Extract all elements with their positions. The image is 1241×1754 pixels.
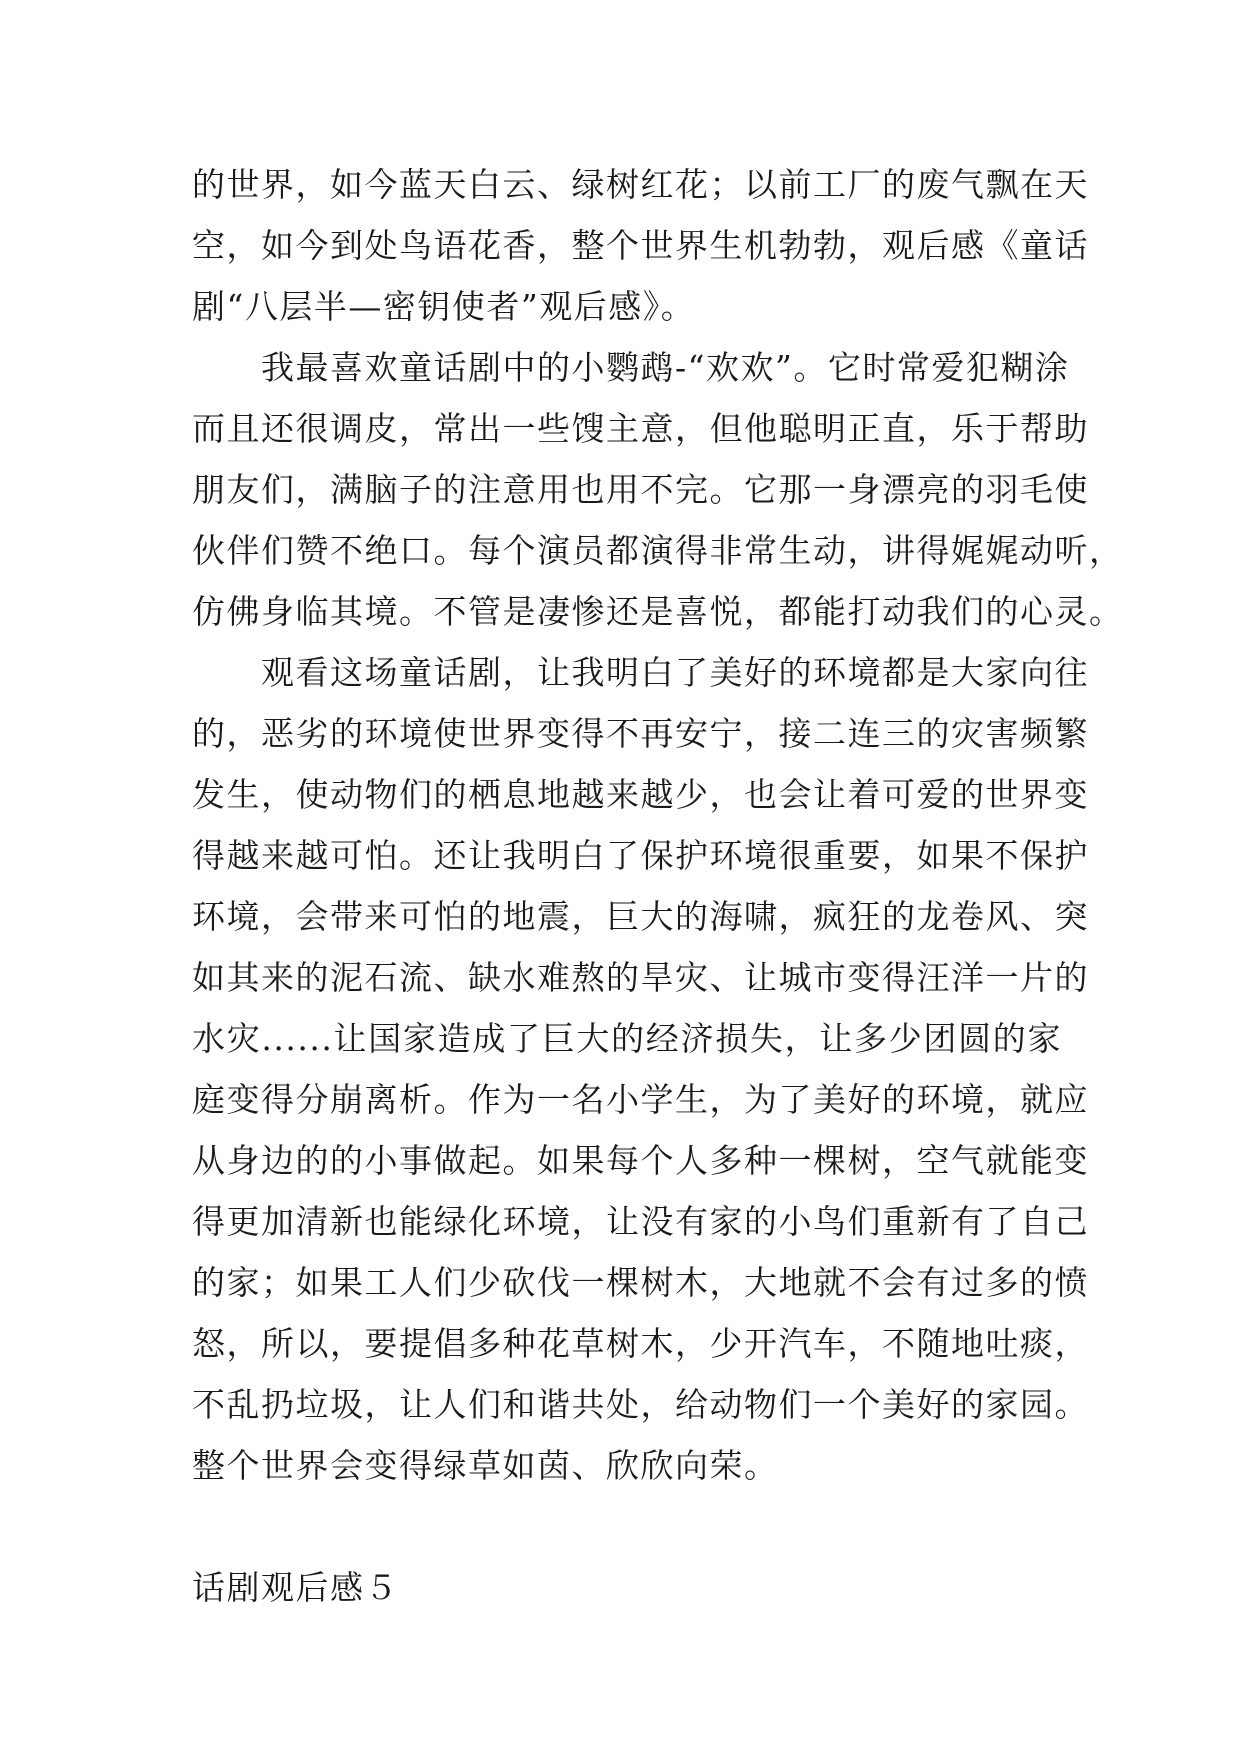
paragraph-3 xyxy=(192,642,1089,1496)
text-line: 的家；如果工人们少砍伐一棵树木，大地就不会有过多的愤 xyxy=(192,1263,1089,1302)
document-body xyxy=(192,154,1124,1618)
text-line: 环境，会带来可怕的地震，巨大的海啸，疯狂的龙卷风、突 xyxy=(192,897,1089,936)
text-line: 朋友们，满脑子的注意用也用不完。它那一身漂亮的羽毛使 xyxy=(192,470,1089,509)
text-line: 仿佛身临其境。不管是凄惨还是喜悦，都能打动我们的心灵。 xyxy=(192,592,1124,631)
text-line: 观看这场童话剧，让我明白了美好的环境都是大家向往 xyxy=(192,653,1089,692)
text-line: 空，如今到处鸟语花香，整个世界生机勃勃，观后感《童话 xyxy=(192,226,1089,265)
text-line: 发生，使动物们的栖息地越来越少，也会让着可爱的世界变 xyxy=(192,775,1089,814)
text-line: 如其来的泥石流、缺水难熬的旱灾、让城市变得汪洋一片的 xyxy=(192,958,1089,997)
text-line: 得更加清新也能绿化环境，让没有家的小鸟们重新有了自己 xyxy=(192,1202,1089,1241)
text-line: 从身边的的小事做起。如果每个人多种一棵树，空气就能变 xyxy=(192,1141,1089,1180)
text-line: 得越来越可怕。还让我明白了保护环境很重要，如果不保护 xyxy=(192,836,1089,875)
text-line: 庭变得分崩离析。作为一名小学生，为了美好的环境，就应 xyxy=(192,1080,1089,1119)
text-line: 的，恶劣的环境使世界变得不再安宁，接二连三的灾害频繁 xyxy=(192,714,1089,753)
text-line: 水灾......让国家造成了巨大的经济损失，让多少团圆的家 xyxy=(192,1019,1062,1058)
section-heading: 话剧观后感５ xyxy=(192,1568,399,1607)
text-line: 我最喜欢童话剧中的小鹦鹉-“欢欢”。它时常爱犯糊涂 xyxy=(192,348,1070,387)
text-line: 剧“八层半—密钥使者”观后感》。 xyxy=(192,287,696,326)
text-line: 的世界，如今蓝天白云、绿树红花；以前工厂的废气飘在天 xyxy=(192,165,1089,204)
text-line: 伙伴们赞不绝口。每个演员都演得非常生动，讲得娓娓动听， xyxy=(192,531,1124,570)
text-line: 怒，所以，要提倡多种花草树木，少开汽车，不随地吐痰， xyxy=(192,1324,1089,1363)
paragraph-gap xyxy=(192,1496,1062,1557)
paragraph-1 xyxy=(192,154,1089,337)
text-line: 整个世界会变得绿草如茵、欣欣向荣。 xyxy=(192,1446,779,1485)
text-line: 而且还很调皮，常出一些馊主意，但他聪明正直，乐于帮助 xyxy=(192,409,1089,448)
paragraph-2 xyxy=(192,337,1124,642)
text-line: 不乱扔垃圾，让人们和谐共处，给动物们一个美好的家园。 xyxy=(192,1385,1089,1424)
